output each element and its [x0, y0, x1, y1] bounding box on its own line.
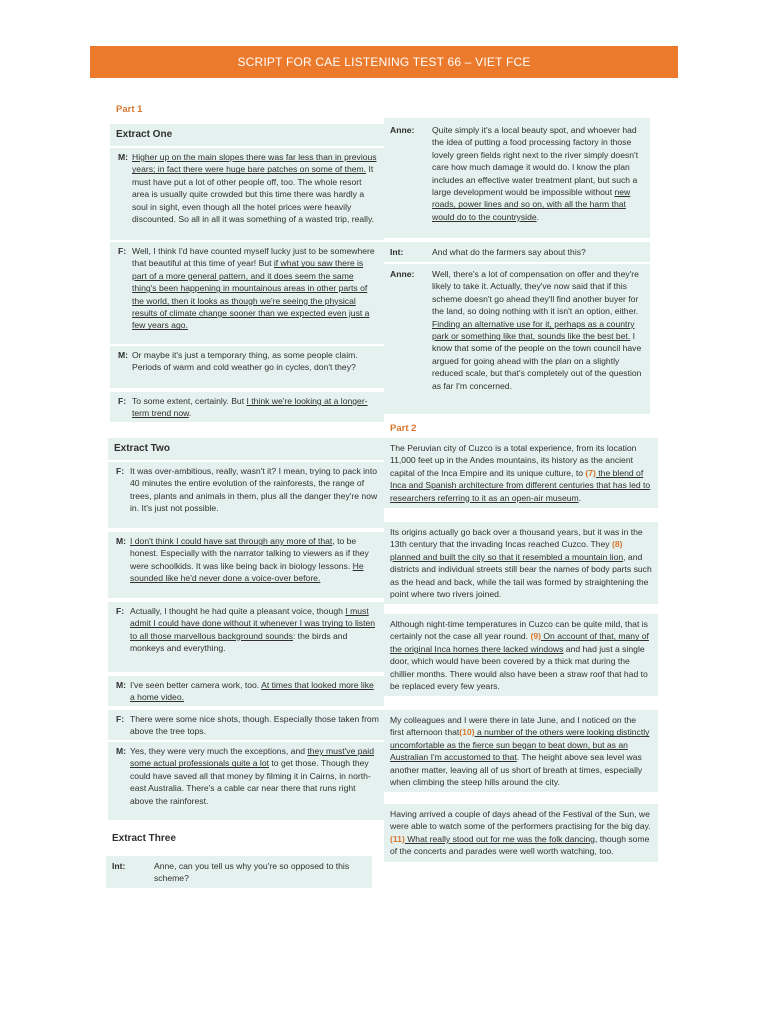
underlined-answer: I think we're looking at a longer-term trend now [132, 396, 368, 419]
extract-two-f1 [108, 462, 384, 528]
transcript-text: , though some of the concerts and parades were well worth watching, too. [390, 833, 650, 857]
transcript-text: My colleagues and I were there in late June, and I noticed on the first afternoon that [390, 715, 637, 738]
extract-three-anne1 [384, 118, 650, 238]
part2-paragraph-2 [384, 522, 658, 604]
extract-one-m2 [110, 346, 384, 388]
transcript-text: to get those. Though they could have saved all that money by filming it in Cairns, in north-east Australia. There's a cable car near there that runs right above the rainforest. [130, 758, 371, 806]
speaker: F: [118, 396, 127, 406]
extract-three-int1 [106, 856, 372, 888]
extract-three-anne2 [384, 264, 650, 414]
speaker: M: [116, 536, 127, 546]
underlined-answer: planned and built the city so that it resembled a mountain lion [390, 551, 624, 562]
extract-one-f2 [110, 392, 384, 422]
transcript-text: And what do the farmers say about this? [432, 247, 586, 257]
extract-three-int2 [384, 242, 650, 262]
transcript-text: , and districts and individual streets still bear the names of body parts such as the head and back, while the tail was formed by straightening the point where two rivers joined. [390, 551, 652, 600]
transcript-text: Its origins actually go back over a thousand years, but it was in the 13th century that the invading Incas reached Cuzco. They [390, 527, 643, 550]
extract-two-f3 [108, 710, 384, 740]
underlined-answer: Finding an alternative use for it, perhaps as a country park or something like that, sounds like the best bet. [432, 318, 635, 342]
extract-one-heading: Extract One [110, 124, 384, 146]
speaker: Int: [112, 861, 126, 871]
extract-one-m1 [110, 148, 384, 240]
underlined-answer: I must admit I could have done without it whenever I was trying to listen to all those marvellous background sounds [130, 606, 376, 641]
underlined-answer: new roads, power lines and so on, with all the harm that would do to the countryside [432, 187, 631, 222]
part2-paragraph-4 [384, 710, 658, 792]
transcript-text: There were some nice shots, though. Especially those taken from above the tree tops. [130, 714, 379, 737]
part2-label: Part 2 [390, 423, 417, 434]
underlined-answer: At times that looked more like a home video. [130, 680, 374, 703]
speaker: F: [116, 466, 125, 476]
extract-two-heading: Extract Two [108, 438, 388, 460]
speaker: F: [118, 246, 127, 256]
transcript-text: It must have put a lot of other people off, too. The whole resort area is usually quite crowded but this time there was hardly a soul in sight, even though all the hotel prices were heavily discounted. So all in all it was something of a wasted trip, really. [132, 164, 375, 225]
underlined-answer: I don't think I could have sat through any more of that [130, 536, 333, 546]
transcript-text: Yes, they were very much the exceptions, and [130, 746, 308, 756]
transcript-text: It was over-ambitious, really, wasn't it? I mean, trying to pack into 40 minutes the entire evolution of the rainforests, the range of trees, plants and animals in them, plus all the danger they're now in. It's just not possible. [130, 466, 378, 514]
transcript-text: Or maybe it's just a temporary thing, as some people claim. Periods of warm and cold weather go in cycles, don't they? [132, 350, 358, 373]
transcript-text: and had just a single door, which would have been covered by a thick mat during the chillier months. There would also have been a straw roof that had to be replaced every few years. [390, 643, 648, 692]
transcript-text: Although night-time temperatures in Cuzco can be quite mild, that is certainly not the case all year round. [390, 619, 648, 642]
speaker: M: [116, 680, 127, 690]
transcript-text: I've seen better camera work, too. [130, 680, 262, 690]
page-banner: SCRIPT FOR CAE LISTENING TEST 66 – VIET FCE [90, 46, 678, 78]
underlined-answer: a number of the others were looking distinctly uncomfortable as the fierce sun began to beat down, but as an Australian I'm accustomed to that [390, 727, 650, 763]
underlined-answer: He sounded like he'd never done a voice-over before. [130, 560, 364, 584]
speaker: F: [116, 714, 125, 724]
transcript-text: I know that some of the people on the town council have argued for going ahead with the plan on a slightly reduced scale, but that's completely out of the question as far I'm concerned. [432, 331, 642, 391]
speaker: M: [118, 152, 129, 162]
transcript-text: Well, I think I'd have counted myself lucky just to be somewhere that beautiful at this time of year! But [132, 246, 375, 269]
part2-paragraph-3 [384, 614, 658, 696]
underlined-answer: On account of that, many of the original Inca homes there lacked windows [390, 631, 649, 654]
speaker: Anne: [390, 125, 415, 135]
transcript-text: Well, there's a lot of compensation on offer and they're likely to take it. Actually, they've now said that if this scheme doesn't go ahead they'll find another buyer for the land, so doing nothing with it isn't an option, either. [432, 269, 639, 317]
question-number: (10) [459, 727, 475, 738]
underlined-answer: if what you saw there is part of a more general pattern, and it does seem the same thing's been happening in mountainous areas in other parts of the world, then it looks as though we're seeing the physical results of climate change sooner than we expected even just a few years ago. [132, 258, 370, 331]
speaker: M: [116, 746, 127, 756]
transcript-text: , to be honest. Especially with the narrator talking to viewers as if they were schoolkids. It was like being back in biology lessons. [130, 536, 369, 571]
question-number: (7) [585, 467, 596, 478]
transcript-text: : the birds and monkeys and everything. [130, 630, 348, 654]
underlined-answer: they must've paid some actual professionals quite a lot [130, 746, 374, 769]
transcript-text: The Peruvian city of Cuzco is a total experience, from its location 11,000 feet up in the Andes mountains, its history as the ancient capital of the Inca Empire and its unique culture, to [390, 443, 637, 478]
transcript-text: Having arrived a couple of days ahead of the Festival of the Sun, we were able to watch some of the performers practising for the big day. [390, 809, 651, 832]
part1-label: Part 1 [116, 104, 143, 115]
underlined-answer: Higher up on the main slopes there was far less than in previous years; in fact there were huge bare patches on some of them. [132, 152, 377, 175]
question-number: (9) [530, 631, 541, 642]
speaker: Anne: [390, 269, 415, 279]
transcript-text: . [578, 492, 582, 503]
transcript-text: . [536, 211, 540, 222]
extract-one-f1 [110, 242, 384, 344]
extract-two-f2 [108, 602, 384, 672]
part2-paragraph-1 [384, 438, 658, 508]
extract-two-m1 [108, 532, 384, 598]
part2-paragraph-5 [384, 804, 658, 862]
speaker: F: [116, 606, 125, 616]
transcript-text: . The height above sea level was another matter, leaving all of us short of breath at times, especially when climbing the steep hills around the city. [390, 752, 643, 788]
underlined-answer: What really stood out for me was the folk dancing [404, 833, 595, 844]
transcript-text: Quite simply it's a local beauty spot, and whoever had the idea of putting a food processing factory in those lovely green fields right next to the river simply doesn't care how much damage it would do. I know the plan includes an effective water treatment plant, but such a large development would be impossible without [432, 125, 639, 198]
underlined-answer: the blend of Inca and Spanish architecture from different centuries that has led to researchers referring to it as an open-air museum [390, 467, 651, 503]
speaker: Int: [390, 247, 404, 257]
extract-two-m3 [108, 742, 384, 820]
question-number: (11) [390, 833, 405, 844]
question-number: (8) [611, 539, 623, 550]
transcript-text: Anne, can you tell us why you're so opposed to this scheme? [154, 861, 350, 884]
speaker: M: [118, 350, 129, 360]
extract-three-heading: Extract Three [106, 828, 384, 850]
transcript-text: . [188, 408, 192, 419]
transcript-text: To some extent, certainly. But [132, 396, 247, 406]
transcript-text: Actually, I thought he had quite a pleasant voice, though [130, 606, 346, 616]
extract-two-m2 [108, 676, 384, 706]
